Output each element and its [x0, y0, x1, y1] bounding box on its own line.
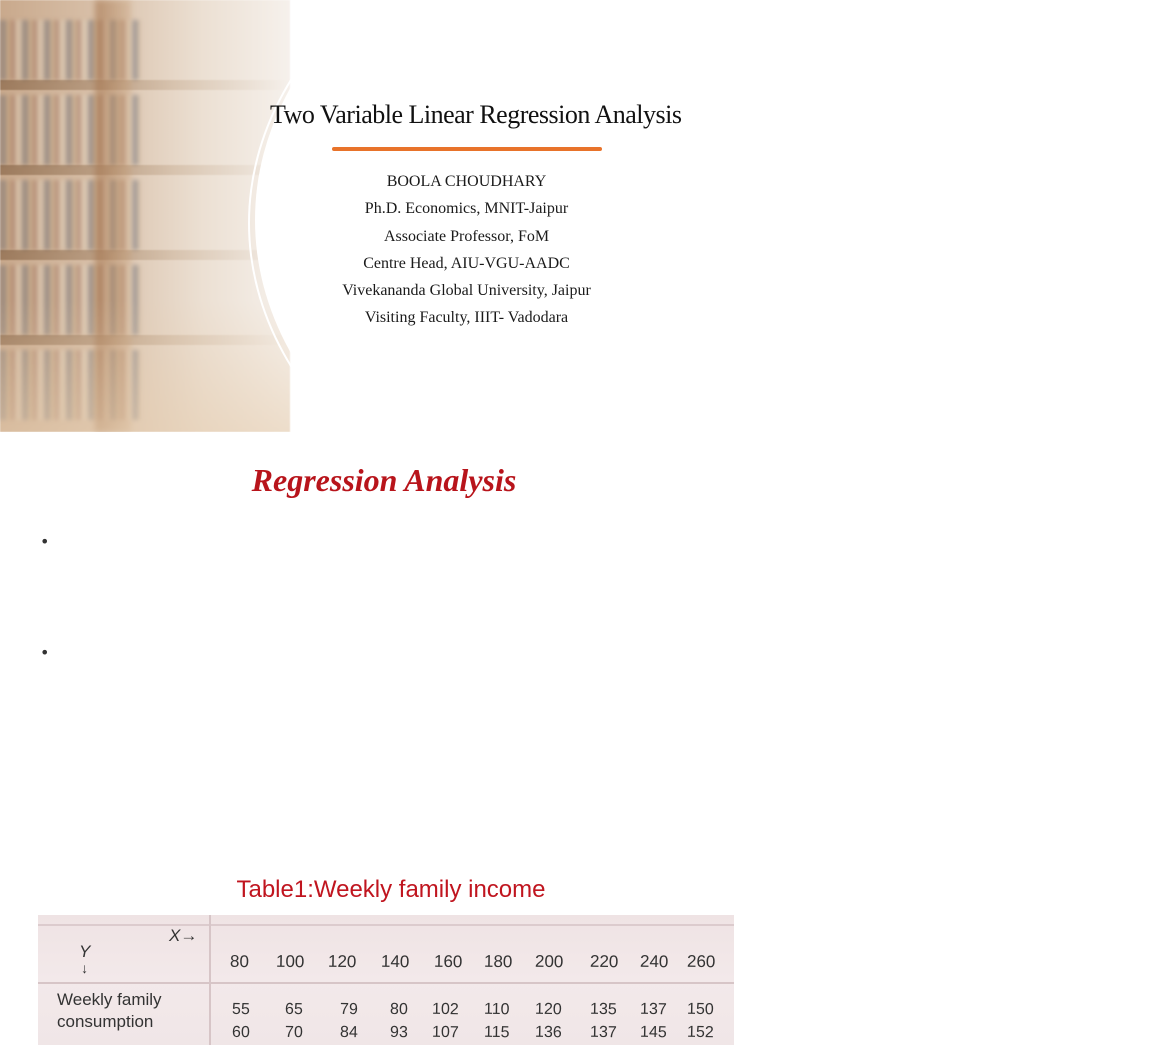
title-underline: [332, 147, 602, 151]
table-cell: 110: [483, 1000, 510, 1019]
table-cell: 137: [589, 1023, 617, 1042]
income-header: 80: [229, 951, 250, 972]
income-table-image: [38, 915, 734, 1045]
income-header: 160: [433, 951, 463, 972]
table-cell: 152: [686, 1023, 714, 1042]
income-header: 180: [483, 951, 513, 972]
row-label-line: Weekly family: [57, 990, 162, 1009]
table-rule: [38, 924, 734, 926]
income-header: 200: [534, 951, 564, 972]
table-cell: 120: [534, 1000, 562, 1019]
income-header: 260: [686, 951, 716, 972]
table-cell: 93: [389, 1023, 408, 1042]
table-rule: [209, 915, 211, 1045]
table-rule: [38, 982, 734, 984]
y-axis-label: [79, 943, 90, 977]
income-header: 220: [589, 951, 619, 972]
income-header: 140: [380, 951, 410, 972]
income-header: 120: [327, 951, 357, 972]
presentation-title: Two Variable Linear Regression Analysis: [270, 100, 682, 129]
table-cell: 65: [284, 1000, 303, 1019]
table-cell: 145: [639, 1023, 667, 1042]
author-name: BOOLA CHOUDHARY: [386, 173, 547, 190]
bullet-point: •: [40, 643, 50, 662]
y-axis-arrow: ↓: [81, 960, 89, 976]
table-cell: 79: [339, 1000, 358, 1019]
author-university: Vivekananda Global University, Jaipur: [342, 282, 591, 300]
shelf: [0, 80, 290, 90]
row-label: [57, 989, 162, 1033]
table-cell: 70: [284, 1023, 303, 1042]
table-cell: 135: [589, 1000, 617, 1019]
table-cell: 102: [431, 1000, 459, 1019]
table-slide: [0, 864, 768, 1042]
author-visiting: Visiting Faculty, IIIT- Vadodara: [364, 309, 569, 327]
row-label-line: consumption: [57, 1012, 154, 1031]
table-cell: 115: [483, 1023, 510, 1042]
author-info: [300, 168, 633, 332]
table-cell: 137: [639, 1000, 667, 1019]
table-cell: 150: [686, 1000, 714, 1019]
author-role: Centre Head, AIU-VGU-AADC: [363, 254, 570, 272]
table-cell: 80: [389, 1000, 408, 1019]
regression-analysis-slide: [0, 432, 768, 864]
title-slide: [0, 0, 768, 432]
floor-light: [0, 300, 290, 432]
y-axis-letter: Y: [79, 942, 91, 961]
table-cell: 136: [534, 1023, 562, 1042]
author-degree: Ph.D. Economics, MNIT-Jaipur: [364, 200, 569, 218]
table-cell: 84: [339, 1023, 358, 1042]
bookshelf-photo: [0, 0, 290, 432]
shelf: [0, 165, 290, 175]
income-header: 240: [639, 951, 669, 972]
table-cell: 107: [431, 1023, 459, 1042]
income-header: 100: [275, 951, 305, 972]
shelf: [0, 250, 290, 260]
author-position: Associate Professor, FoM: [383, 227, 550, 245]
table-cell: 60: [231, 1023, 250, 1042]
x-axis-label: X→: [169, 926, 198, 945]
table-cell: 55: [231, 1000, 250, 1019]
bullet-point: •: [40, 532, 50, 551]
slide-heading: Regression Analysis: [251, 462, 517, 498]
table-caption: Table1:Weekly family income: [236, 876, 546, 903]
